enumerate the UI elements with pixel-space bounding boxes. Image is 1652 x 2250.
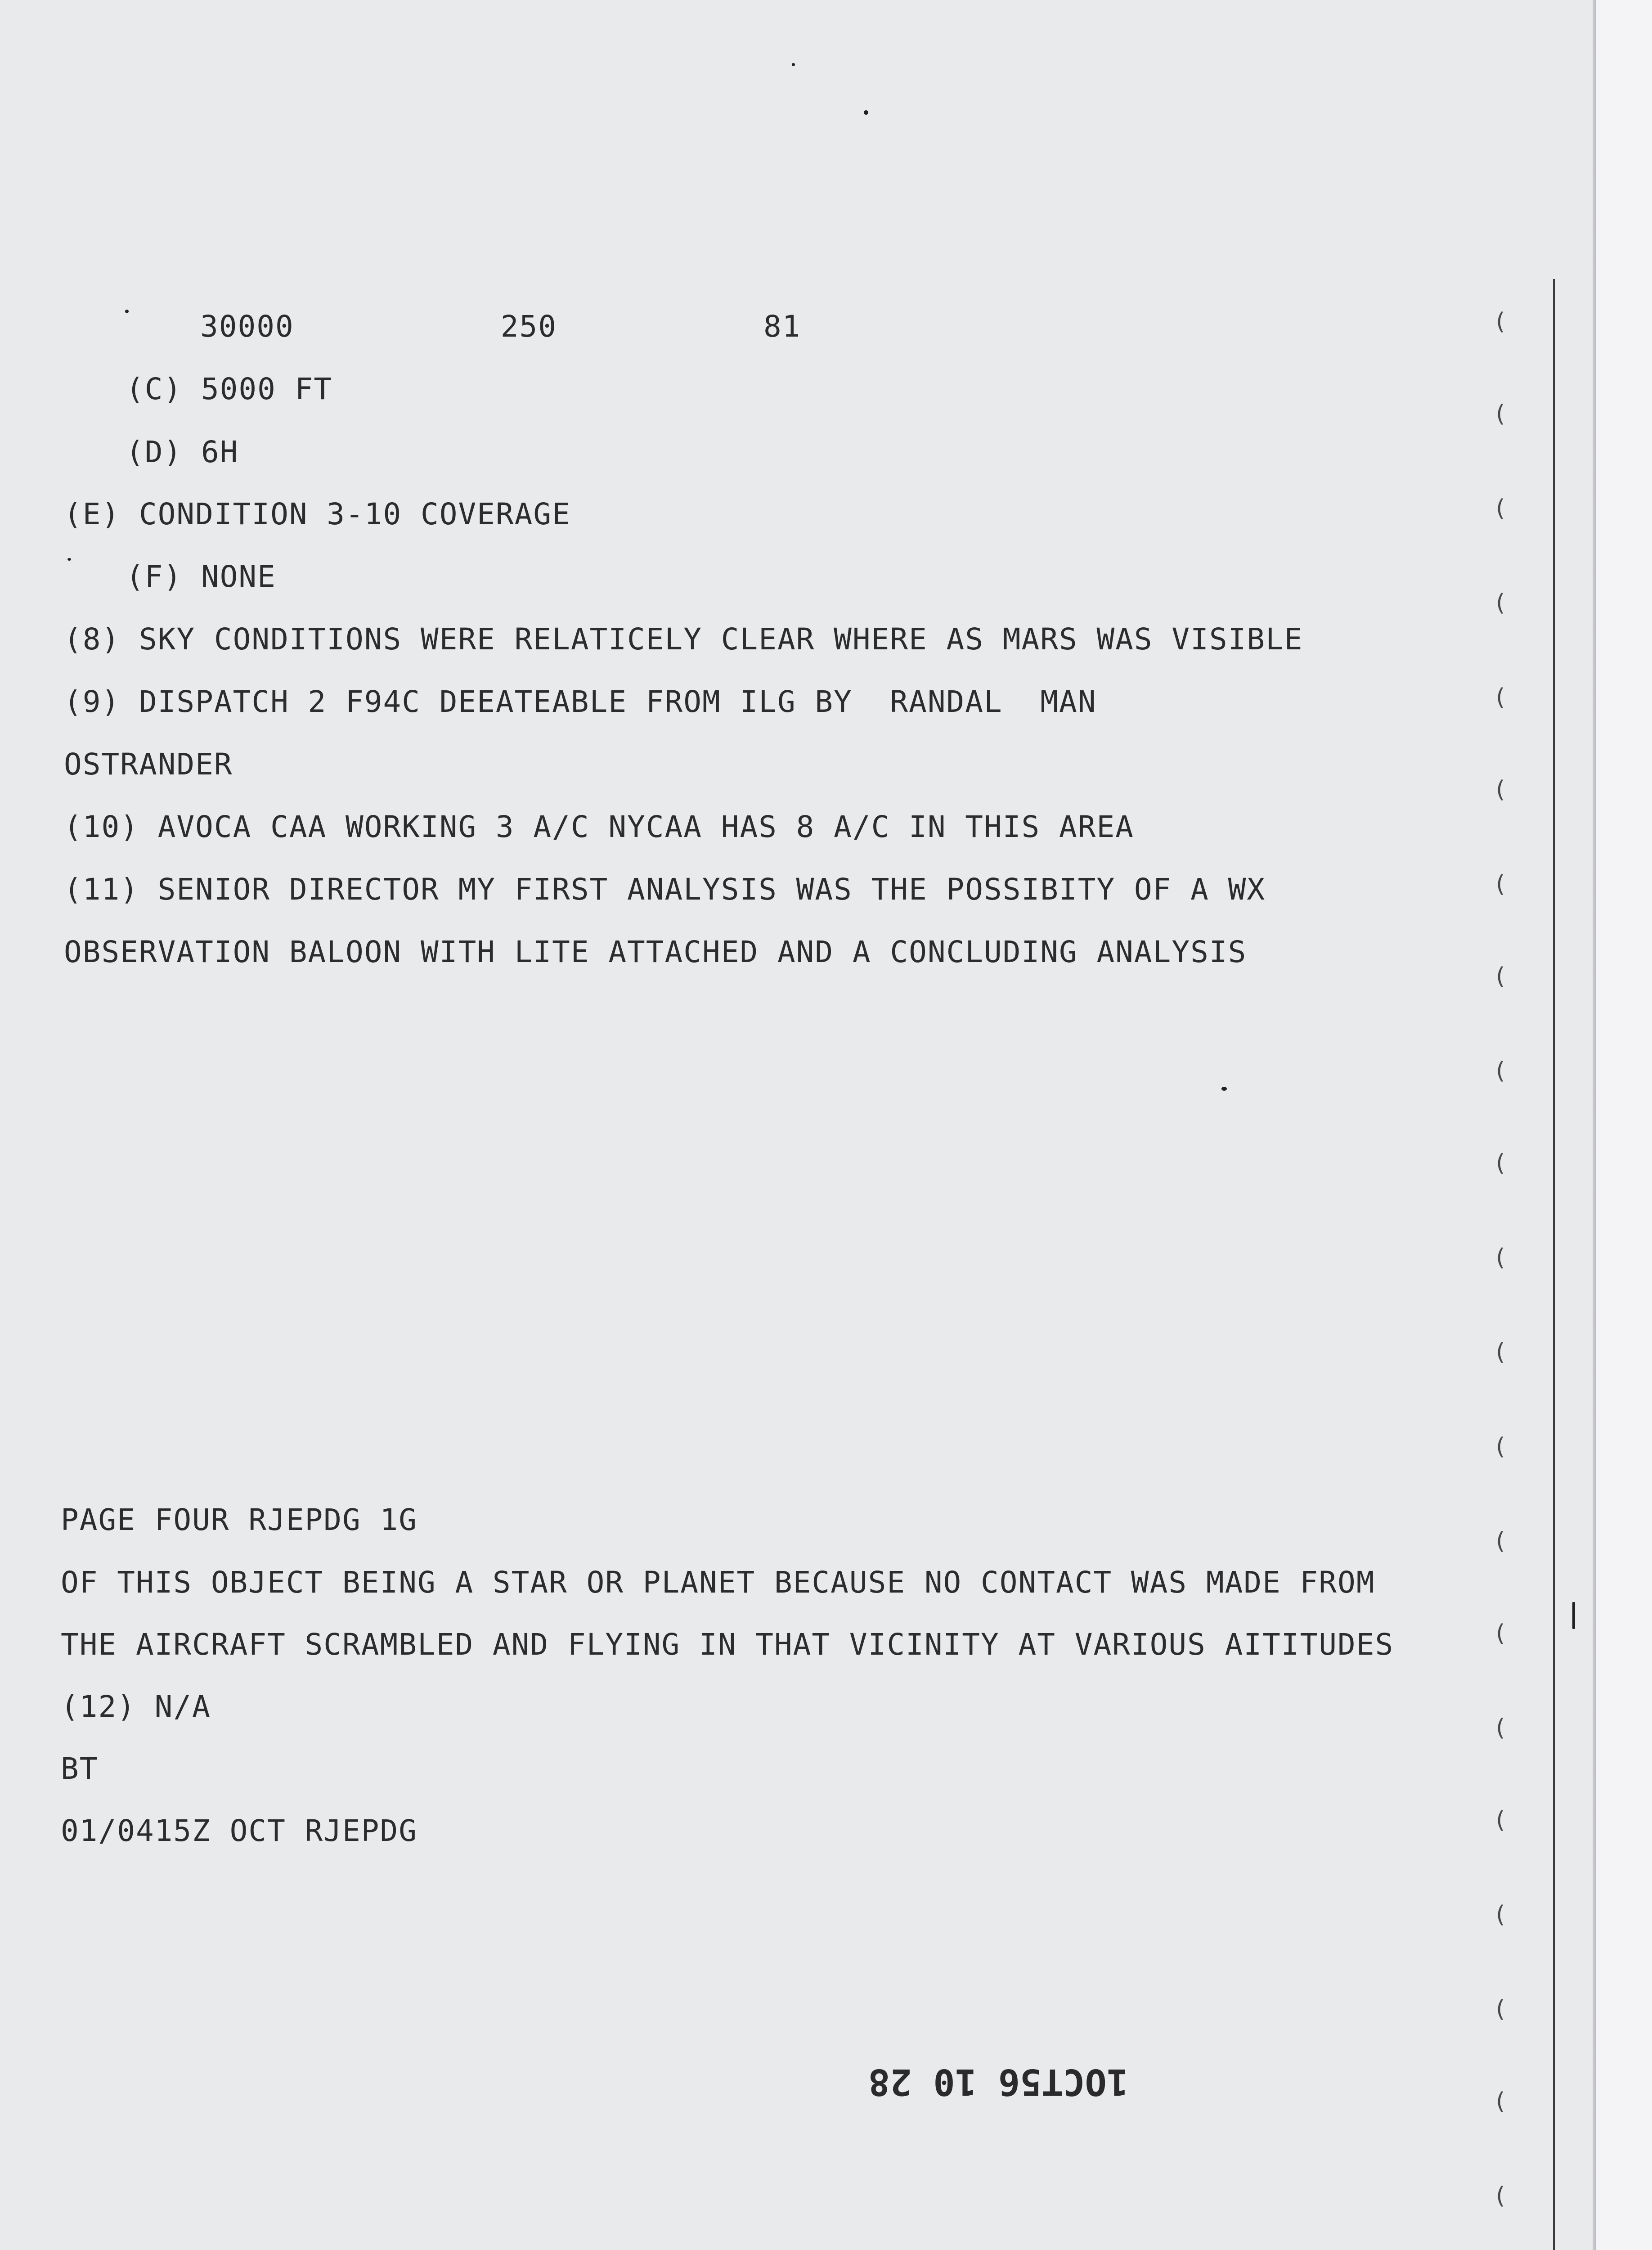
margin-mark: ( [1496, 400, 1505, 428]
margin-mark: ( [1496, 1996, 1505, 2023]
margin-mark: ( [1496, 1339, 1505, 1366]
margin-mark: ( [1496, 1244, 1505, 1271]
margin-mark: ( [1496, 1150, 1505, 1177]
margin-mark: ( [1496, 1901, 1505, 1928]
speck [864, 110, 868, 115]
text-line-7: (9) DISPATCH 2 F94C DEEATEABLE FROM ILG BY RANDAL MAN [64, 684, 1097, 719]
margin-mark: ( [1496, 1528, 1505, 1555]
text-line-6: (8) SKY CONDITIONS WERE RELATICELY CLEAR WHERE AS MARS WAS VISIBLE [64, 622, 1303, 657]
speck [125, 310, 129, 313]
speck [1221, 1087, 1227, 1091]
text-line-12: OF THIS OBJECT BEING A STAR OR PLANET BECAUSE NO CONTACT WAS MADE FROM [61, 1565, 1375, 1600]
text-line-15: BT [61, 1751, 99, 1786]
margin-mark: ( [1496, 1620, 1505, 1647]
margin-mark: ( [1496, 684, 1505, 711]
margin-mark: ( [1496, 308, 1505, 335]
speck [792, 63, 795, 66]
page-header-line: PAGE FOUR RJEPDG 1G [61, 1503, 417, 1537]
speck [1572, 1602, 1575, 1629]
text-line-5: (F) NONE [126, 559, 276, 594]
margin-mark: ( [1496, 590, 1505, 616]
margin-mark: ( [1496, 2088, 1505, 2115]
margin-mark: ( [1496, 1714, 1505, 1742]
text-line-9: (10) AVOCA CAA WORKING 3 A/C NYCAA HAS 8 A/C IN THIS AREA [64, 810, 1134, 844]
text-line-3: (D) 6H [126, 435, 239, 469]
margin-mark: ( [1496, 963, 1505, 990]
text-line-16: 01/0415Z OCT RJEPDG [61, 1814, 417, 1848]
page-margin-strip [1596, 0, 1652, 2250]
speck [67, 558, 71, 561]
text-line-2: (C) 5000 FT [126, 372, 333, 406]
text-line-4: (E) CONDITION 3-10 COVERAGE [64, 497, 571, 531]
text-line-8: OSTRANDER [64, 747, 233, 782]
margin-mark: ( [1496, 1058, 1505, 1084]
margin-mark: ( [1496, 1433, 1505, 1460]
text-line-1: 30000 250 81 [200, 309, 801, 344]
margin-mark: ( [1496, 495, 1505, 522]
margin-mark: ( [1496, 1807, 1505, 1834]
perforation-line [1553, 279, 1555, 2250]
text-line-14: (12) N/A [61, 1689, 211, 1724]
text-line-10: (11) SENIOR DIRECTOR MY FIRST ANALYSIS WAS THE POSSIBITY OF A WX [64, 872, 1266, 907]
margin-mark: ( [1496, 871, 1505, 898]
text-line-13: THE AIRCRAFT SCRAMBLED AND FLYING IN THAT VICINITY AT VARIOUS AITITUDES [61, 1627, 1394, 1662]
margin-mark: ( [1496, 776, 1505, 803]
margin-mark: ( [1496, 2182, 1505, 2210]
date-time-stamp: 1OCT56 10 28 [868, 2061, 1128, 2103]
text-line-11: OBSERVATION BALOON WITH LITE ATTACHED AND A CONCLUDING ANALYSIS [64, 935, 1247, 969]
